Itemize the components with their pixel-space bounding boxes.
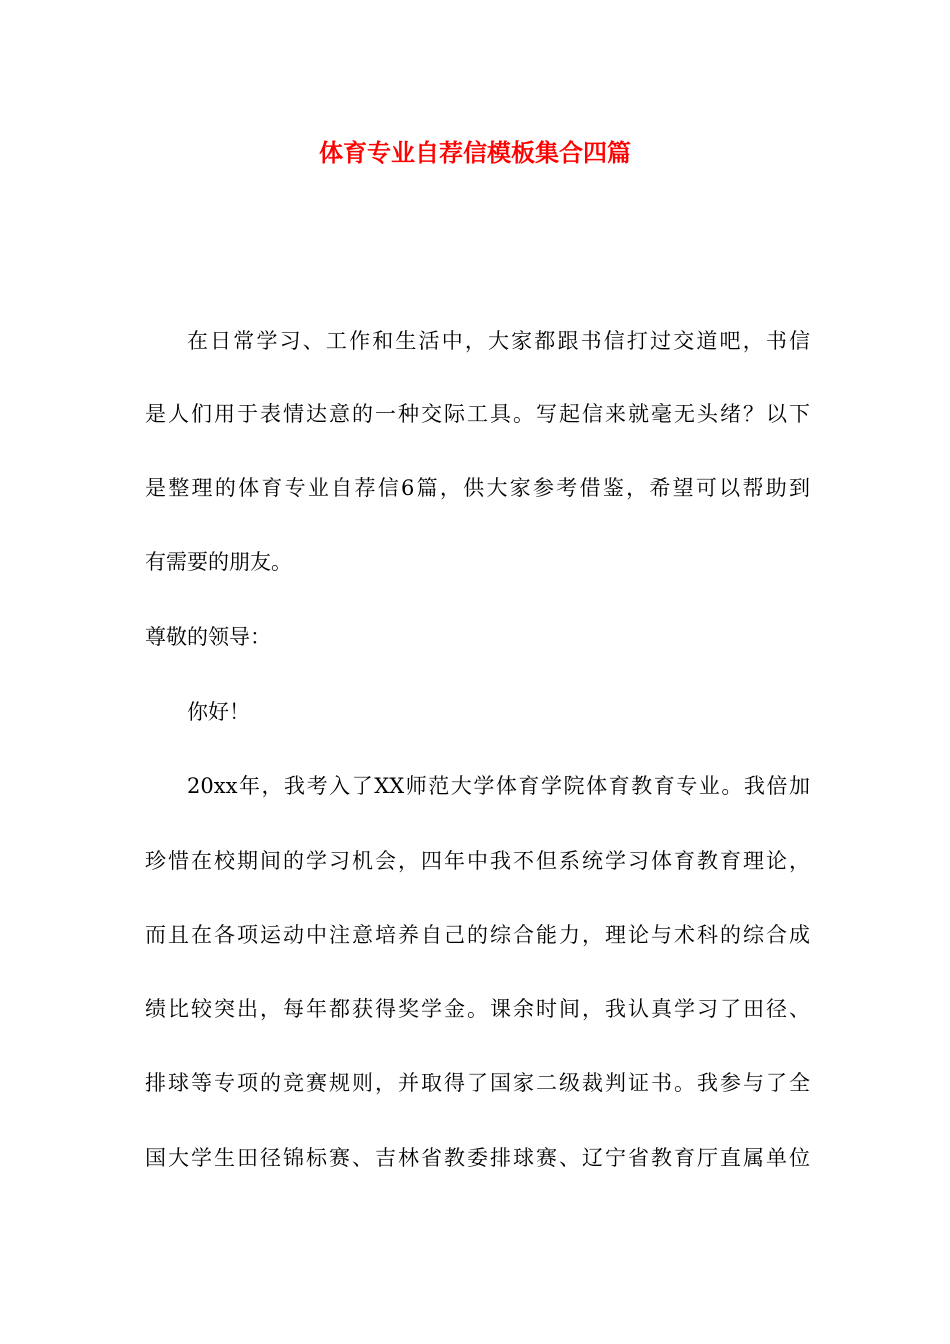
greeting: 你好！ [187,700,250,724]
paragraph-line: 排球等专项的竞赛规则，并取得了国家二级裁判证书。我参与了全 [145,1071,810,1095]
salutation: 尊敬的领导： [145,625,271,649]
document-title: 体育专业自荐信模板集合四篇 [319,138,631,167]
paragraph-line: 而且在各项运动中注意培养自己的综合能力，理论与术科的综合成 [145,923,810,947]
paragraph-line: 绩比较突出，每年都获得奖学金。课余时间，我认真学习了田径、 [145,997,810,1021]
paragraph-line: 20xx年，我考入了XX师范大学体育学院体育教育专业。我倍加 [187,774,810,798]
paragraph-line: 有需要的朋友。 [145,550,292,574]
paragraph-line: 是整理的体育专业自荐信6篇，供大家参考借鉴，希望可以帮助到 [145,476,810,500]
paragraph-line: 是人们用于表情达意的一种交际工具。写起信来就毫无头绪？以下 [145,402,810,426]
paragraph-line: 在日常学习、工作和生活中，大家都跟书信打过交道吧，书信 [187,329,810,353]
paragraph-line: 珍惜在校期间的学习机会，四年中我不但系统学习体育教育理论， [145,849,810,873]
paragraph-line: 国大学生田径锦标赛、吉林省教委排球赛、辽宁省教育厅直属单位 [145,1146,810,1170]
